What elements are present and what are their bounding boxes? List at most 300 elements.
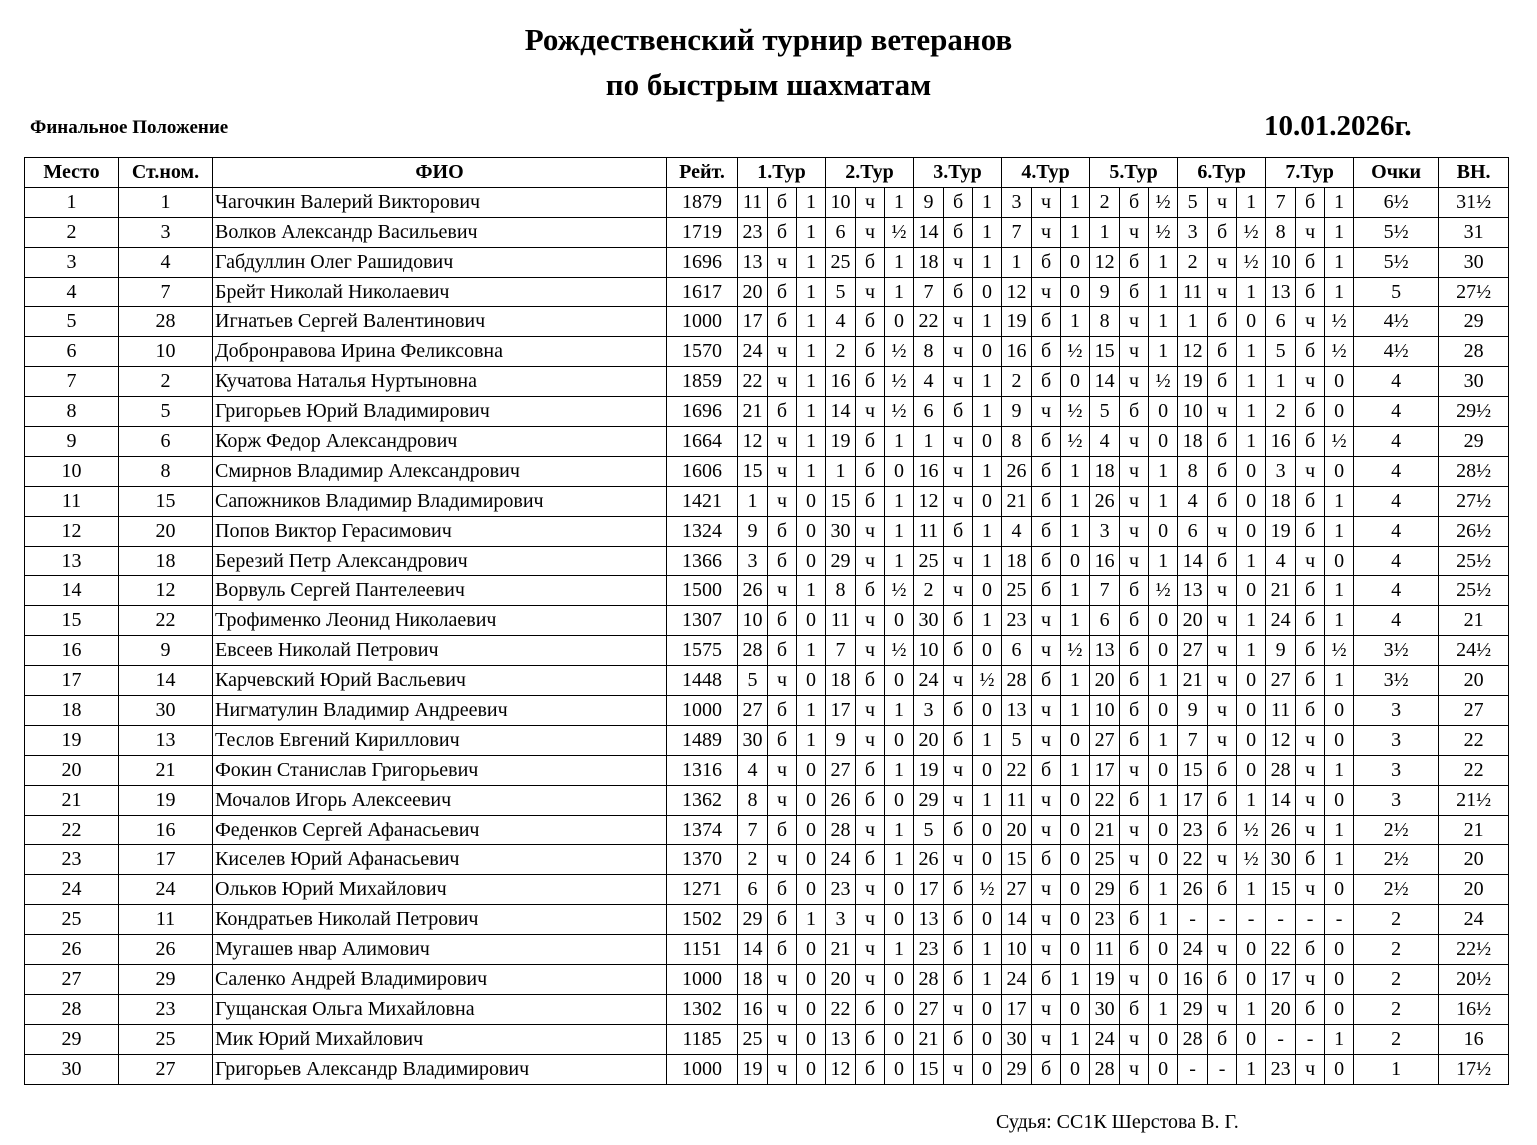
rating-cell: 1502 [667,905,738,935]
table-row [25,367,1509,397]
result-cell: 1 [973,367,1002,397]
opponent-cell: 2 [738,845,768,875]
place-cell: 26 [25,935,119,965]
place-cell: 1 [25,187,119,217]
tiebreak-cell: 22½ [1439,935,1509,965]
opponent-cell: - [1266,1024,1296,1054]
result-cell: 1 [1061,666,1090,696]
color-cell: - [1296,1024,1325,1054]
header-name: ФИО [213,158,667,188]
opponent-cell: 5 [1090,397,1120,427]
color-cell: ч [768,845,797,875]
points-cell: 2½ [1354,875,1439,905]
color-cell: ч [1032,217,1061,247]
opponent-cell: 12 [914,486,944,516]
result-cell: 1 [885,187,914,217]
opponent-cell: 1 [1090,217,1120,247]
result-cell: 1 [1325,516,1354,546]
result-cell: 1 [885,935,914,965]
points-cell: 6½ [1354,187,1439,217]
result-cell: ½ [1325,636,1354,666]
color-cell: ч [1120,456,1149,486]
opponent-cell: 23 [738,217,768,247]
opponent-cell: 4 [1178,486,1208,516]
start-no-cell: 3 [119,217,213,247]
result-cell: 0 [1237,935,1266,965]
result-cell: 1 [1237,785,1266,815]
tiebreak-cell: 29 [1439,427,1509,457]
color-cell: ч [1208,994,1237,1024]
opponent-cell: 27 [1090,725,1120,755]
color-cell: б [944,187,973,217]
color-cell: б [1120,636,1149,666]
result-cell: 0 [885,905,914,935]
result-cell: 1 [1149,546,1178,576]
color-cell: ч [1296,755,1325,785]
place-cell: 6 [25,337,119,367]
result-cell: 0 [1237,666,1266,696]
color-cell: ч [1296,815,1325,845]
opponent-cell: 18 [826,666,856,696]
points-cell: 1 [1354,1054,1439,1084]
opponent-cell: 19 [914,755,944,785]
result-cell: 0 [885,965,914,995]
color-cell: ч [768,456,797,486]
points-cell: 5 [1354,277,1439,307]
result-cell: 1 [885,755,914,785]
result-cell: ½ [1237,815,1266,845]
opponent-cell: 16 [826,367,856,397]
start-no-cell: 14 [119,666,213,696]
tiebreak-cell: 24½ [1439,636,1509,666]
color-cell: б [1296,845,1325,875]
result-cell: ½ [1061,427,1090,457]
color-cell: б [768,636,797,666]
opponent-cell: 25 [826,247,856,277]
color-cell: б [1296,397,1325,427]
color-cell: б [1120,666,1149,696]
place-cell: 5 [25,307,119,337]
color-cell: ч [1120,427,1149,457]
result-cell: - [1237,905,1266,935]
opponent-cell: 26 [914,845,944,875]
place-cell: 10 [25,456,119,486]
tiebreak-cell: 22 [1439,755,1509,785]
opponent-cell: 15 [826,486,856,516]
result-cell: 0 [797,965,826,995]
table-row [25,427,1509,457]
opponent-cell: 15 [1266,875,1296,905]
opponent-cell: 13 [1002,696,1032,726]
tiebreak-cell: 20½ [1439,965,1509,995]
opponent-cell: 12 [826,1054,856,1084]
result-cell: 1 [797,337,826,367]
opponent-cell: 27 [826,755,856,785]
color-cell: б [1032,337,1061,367]
name-cell: Брейт Николай Николаевич [213,277,667,307]
tiebreak-cell: 21½ [1439,785,1509,815]
color-cell: б [1208,367,1237,397]
result-cell: ½ [1237,247,1266,277]
color-cell: ч [1032,397,1061,427]
result-cell: 1 [797,247,826,277]
rating-cell: 1000 [667,965,738,995]
color-cell: б [768,217,797,247]
start-no-cell: 5 [119,397,213,427]
color-cell: б [944,397,973,427]
result-cell: ½ [1325,307,1354,337]
opponent-cell: 7 [1266,187,1296,217]
start-no-cell: 8 [119,456,213,486]
color-cell: ч [1120,965,1149,995]
color-cell: б [1296,427,1325,457]
result-cell: 1 [1061,576,1090,606]
color-cell: б [1032,755,1061,785]
result-cell: 0 [885,307,914,337]
tiebreak-cell: 25½ [1439,546,1509,576]
tiebreak-cell: 29 [1439,307,1509,337]
result-cell: 1 [1149,666,1178,696]
color-cell: б [1120,696,1149,726]
result-cell: 1 [1325,187,1354,217]
result-cell: 0 [1149,606,1178,636]
color-cell: б [1296,187,1325,217]
color-cell: б [856,307,885,337]
color-cell: б [856,486,885,516]
opponent-cell: 15 [738,456,768,486]
result-cell: 1 [1237,606,1266,636]
table-row [25,845,1509,875]
table-row [25,815,1509,845]
color-cell: б [944,516,973,546]
start-no-cell: 25 [119,1024,213,1054]
opponent-cell: 27 [1178,636,1208,666]
result-cell: 0 [973,486,1002,516]
opponent-cell: 1 [914,427,944,457]
color-cell: ч [1296,965,1325,995]
opponent-cell: 18 [1002,546,1032,576]
color-cell: б [1120,935,1149,965]
result-cell: 0 [885,1054,914,1084]
place-cell: 9 [25,427,119,457]
result-cell: 0 [797,666,826,696]
name-cell: Карчевский Юрий Васльевич [213,666,667,696]
header-round-3: 3.Тур [914,158,1002,188]
opponent-cell: 7 [1178,725,1208,755]
result-cell: 1 [973,516,1002,546]
color-cell: ч [768,337,797,367]
opponent-cell: 4 [826,307,856,337]
result-cell: 0 [1237,516,1266,546]
result-cell: 0 [1237,1024,1266,1054]
opponent-cell: 26 [738,576,768,606]
place-cell: 18 [25,696,119,726]
opponent-cell: 12 [1178,337,1208,367]
opponent-cell: 25 [738,1024,768,1054]
color-cell: б [1208,546,1237,576]
result-cell: 0 [1325,546,1354,576]
color-cell: ч [1032,696,1061,726]
color-cell: ч [856,277,885,307]
color-cell: ч [944,247,973,277]
start-no-cell: 22 [119,606,213,636]
color-cell: ч [1120,516,1149,546]
opponent-cell: 16 [1090,546,1120,576]
opponent-cell: 18 [1266,486,1296,516]
start-no-cell: 28 [119,307,213,337]
color-cell: ч [1208,696,1237,726]
name-cell: Григорьев Юрий Владимирович [213,397,667,427]
color-cell: б [856,994,885,1024]
color-cell: ч [768,367,797,397]
place-cell: 3 [25,247,119,277]
result-cell: 1 [973,187,1002,217]
opponent-cell: 17 [1090,755,1120,785]
tiebreak-cell: 16 [1439,1024,1509,1054]
points-cell: 4 [1354,516,1439,546]
opponent-cell: 6 [826,217,856,247]
color-cell: ч [1032,994,1061,1024]
opponent-cell: 22 [1178,845,1208,875]
color-cell: ч [1120,217,1149,247]
color-cell: б [1032,486,1061,516]
color-cell: б [1296,636,1325,666]
rating-cell: 1696 [667,397,738,427]
opponent-cell: 28 [738,636,768,666]
opponent-cell: 23 [1090,905,1120,935]
result-cell: 0 [973,845,1002,875]
color-cell: ч [768,666,797,696]
opponent-cell: 3 [1090,516,1120,546]
opponent-cell: 16 [738,994,768,1024]
result-cell: 1 [1325,576,1354,606]
result-cell: 1 [797,367,826,397]
opponent-cell: 2 [1178,247,1208,277]
result-cell: 1 [797,307,826,337]
color-cell: ч [1296,307,1325,337]
color-cell: ч [856,606,885,636]
table-row [25,666,1509,696]
opponent-cell: 3 [738,546,768,576]
result-cell: 0 [885,1024,914,1054]
result-cell: 1 [1325,217,1354,247]
result-cell: 1 [797,456,826,486]
opponent-cell: 19 [1090,965,1120,995]
opponent-cell: 14 [826,397,856,427]
color-cell: ч [1120,307,1149,337]
opponent-cell: 10 [914,636,944,666]
result-cell: 0 [797,486,826,516]
opponent-cell: 6 [1266,307,1296,337]
judge-signature: Судья: СС1К Шерстова В. Г. [996,1111,1239,1133]
tiebreak-cell: 22 [1439,725,1509,755]
result-cell: 1 [797,636,826,666]
color-cell: ч [1032,606,1061,636]
color-cell: б [856,666,885,696]
color-cell: ч [856,397,885,427]
table-row [25,875,1509,905]
result-cell: ½ [1149,367,1178,397]
points-cell: 2½ [1354,845,1439,875]
name-cell: Добронравова Ирина Феликсовна [213,337,667,367]
name-cell: Теслов Евгений Кириллович [213,725,667,755]
opponent-cell: 19 [1178,367,1208,397]
rating-cell: 1448 [667,666,738,696]
opponent-cell: 13 [1178,576,1208,606]
color-cell: ч [768,427,797,457]
opponent-cell: 16 [1002,337,1032,367]
color-cell: ч [856,965,885,995]
result-cell: 0 [1149,755,1178,785]
name-cell: Григорьев Александр Владимирович [213,1054,667,1084]
header-round-5: 5.Тур [1090,158,1178,188]
color-cell: б [1208,755,1237,785]
opponent-cell: 12 [738,427,768,457]
opponent-cell: 6 [1178,516,1208,546]
opponent-cell: 29 [914,785,944,815]
color-cell: б [944,965,973,995]
opponent-cell: 21 [1002,486,1032,516]
color-cell: ч [1032,905,1061,935]
name-cell: Волков Александр Васильевич [213,217,667,247]
table-row [25,456,1509,486]
color-cell: ч [1032,636,1061,666]
opponent-cell: 16 [1178,965,1208,995]
rating-cell: 1324 [667,516,738,546]
result-cell: 1 [1237,546,1266,576]
opponent-cell: 19 [1266,516,1296,546]
points-cell: 3 [1354,785,1439,815]
result-cell: 0 [1149,1054,1178,1084]
rating-cell: 1307 [667,606,738,636]
color-cell: б [1208,456,1237,486]
opponent-cell: 10 [1002,935,1032,965]
start-no-cell: 20 [119,516,213,546]
rating-cell: 1617 [667,277,738,307]
opponent-cell: 12 [1266,725,1296,755]
name-cell: Киселев Юрий Афанасьевич [213,845,667,875]
result-cell: 0 [1061,905,1090,935]
opponent-cell: 12 [1090,247,1120,277]
color-cell: б [1120,187,1149,217]
result-cell: 0 [1061,1054,1090,1084]
color-cell: б [856,576,885,606]
tiebreak-cell: 20 [1439,875,1509,905]
place-cell: 23 [25,845,119,875]
opponent-cell: 4 [738,755,768,785]
tiebreak-cell: 17½ [1439,1054,1509,1084]
result-cell: 0 [1325,696,1354,726]
name-cell: Чагочкин Валерий Викторович [213,187,667,217]
opponent-cell: 10 [1178,397,1208,427]
color-cell: ч [856,636,885,666]
result-cell: 1 [885,427,914,457]
tiebreak-cell: 31 [1439,217,1509,247]
place-cell: 11 [25,486,119,516]
color-cell: б [944,636,973,666]
name-cell: Габдуллин Олег Рашидович [213,247,667,277]
color-cell: ч [1208,277,1237,307]
points-cell: 3 [1354,755,1439,785]
color-cell: б [944,696,973,726]
result-cell: 0 [1149,965,1178,995]
result-cell: 1 [1325,1024,1354,1054]
color-cell: б [1208,1024,1237,1054]
points-cell: 2 [1354,994,1439,1024]
color-cell: б [1120,994,1149,1024]
result-cell: 1 [1325,845,1354,875]
place-cell: 21 [25,785,119,815]
result-cell: ½ [885,576,914,606]
points-cell: 4 [1354,367,1439,397]
opponent-cell: 8 [826,576,856,606]
opponent-cell: 9 [826,725,856,755]
color-cell: б [1032,965,1061,995]
color-cell: б [1208,815,1237,845]
points-cell: 4 [1354,456,1439,486]
points-cell: 4½ [1354,307,1439,337]
color-cell: б [856,1024,885,1054]
result-cell: 1 [797,725,826,755]
name-cell: Сапожников Владимир Владимирович [213,486,667,516]
opponent-cell: 22 [738,367,768,397]
result-cell: 0 [973,277,1002,307]
table-row [25,994,1509,1024]
tiebreak-cell: 27½ [1439,486,1509,516]
color-cell: б [1296,337,1325,367]
table-row [25,576,1509,606]
result-cell: 1 [1325,815,1354,845]
result-cell: 1 [1149,725,1178,755]
start-no-cell: 27 [119,1054,213,1084]
tiebreak-cell: 21 [1439,606,1509,636]
points-cell: 5½ [1354,217,1439,247]
start-no-cell: 15 [119,486,213,516]
points-cell: 2½ [1354,815,1439,845]
result-cell: 1 [1237,427,1266,457]
opponent-cell: 18 [1178,427,1208,457]
table-row [25,606,1509,636]
opponent-cell: 24 [1090,1024,1120,1054]
color-cell: б [856,247,885,277]
opponent-cell: 23 [1002,606,1032,636]
points-cell: 2 [1354,935,1439,965]
opponent-cell: 10 [1266,247,1296,277]
color-cell: ч [856,516,885,546]
color-cell: б [1296,994,1325,1024]
opponent-cell: 17 [1002,994,1032,1024]
color-cell: ч [768,1054,797,1084]
color-cell: б [768,725,797,755]
opponent-cell: 25 [1002,576,1032,606]
opponent-cell: 13 [1266,277,1296,307]
name-cell: Кучатова Наталья Нуртыновна [213,367,667,397]
start-no-cell: 29 [119,965,213,995]
opponent-cell: 6 [1002,636,1032,666]
points-cell: 3½ [1354,636,1439,666]
color-cell: б [1032,427,1061,457]
result-cell: 0 [1061,367,1090,397]
result-cell: 0 [973,696,1002,726]
rating-cell: 1879 [667,187,738,217]
opponent-cell: 9 [914,187,944,217]
opponent-cell: 16 [1266,427,1296,457]
result-cell: ½ [885,217,914,247]
table-row [25,965,1509,995]
tournament-date: 10.01.2026г. [1264,110,1412,142]
color-cell: б [1120,247,1149,277]
opponent-cell: 26 [1090,486,1120,516]
